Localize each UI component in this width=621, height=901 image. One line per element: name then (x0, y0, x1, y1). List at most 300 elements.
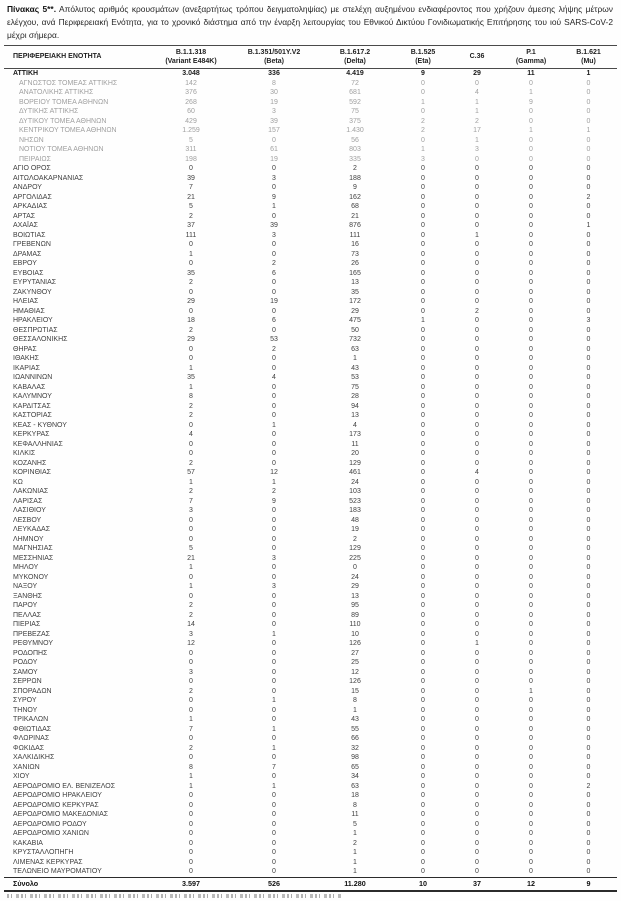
region-name-cell: ΗΜΑΘΙΑΣ (13, 307, 45, 315)
value-cell: 0 (586, 165, 591, 173)
value-cell: 75 (351, 383, 359, 391)
region-name-cell: ΕΥΒΟΙΑΣ (13, 269, 44, 277)
value-cell: 1 (586, 127, 591, 135)
value-cell: 0 (529, 250, 533, 258)
value-cell: 27 (351, 649, 359, 657)
table-row (4, 297, 617, 307)
value-cell: 0 (272, 735, 276, 743)
table-row (4, 630, 617, 640)
value-cell: 0 (529, 782, 533, 790)
value-cell: 0 (529, 412, 533, 420)
region-name-cell: ΜΑΓΝΗΣΙΑΣ (13, 545, 53, 553)
value-cell: 3.048 (182, 70, 200, 78)
table-row (4, 658, 617, 668)
table-row (4, 202, 617, 212)
value-cell: 0 (586, 716, 591, 724)
value-cell: 0 (189, 849, 193, 857)
value-cell: 0 (529, 526, 533, 534)
value-cell: 0 (529, 649, 533, 657)
total-value-cell: 3.597 (150, 877, 232, 891)
value-cell: 3 (189, 507, 193, 515)
value-cell: 0 (586, 459, 591, 467)
value-cell: 0 (586, 250, 591, 258)
value-cell: 0 (475, 269, 479, 277)
region-name-cell: ΒΟΙΩΤΙΑΣ (13, 231, 46, 239)
value-cell: 11 (351, 440, 359, 448)
value-cell: 0 (586, 336, 591, 344)
value-cell: 13 (351, 412, 359, 420)
table-row (4, 411, 617, 421)
table-row (4, 316, 617, 326)
value-cell: 0 (529, 716, 533, 724)
value-cell: 1 (272, 630, 276, 638)
table-row (4, 440, 617, 450)
total-value-cell: 11.280 (316, 877, 394, 891)
value-cell: 0 (475, 383, 479, 391)
value-cell: 2 (272, 260, 276, 268)
value-cell: 0 (475, 763, 479, 771)
value-cell: 0 (586, 231, 591, 239)
value-cell: 0 (475, 545, 479, 553)
value-cell: 0 (272, 450, 276, 458)
value-cell: 0 (586, 640, 591, 648)
value-cell: 0 (529, 488, 533, 496)
table-row (4, 611, 617, 621)
value-cell: 0 (475, 716, 479, 724)
total-value-cell: 526 (232, 877, 316, 891)
value-cell: 0 (189, 260, 193, 268)
table-row (4, 791, 617, 801)
region-name-cell: ΗΛΕΙΑΣ (13, 298, 39, 306)
value-cell: 0 (421, 326, 425, 334)
value-cell: 0 (529, 136, 533, 144)
value-cell: 35 (187, 374, 195, 382)
value-cell: 0 (586, 659, 591, 667)
value-cell: 0 (586, 469, 591, 477)
value-cell: 0 (421, 345, 425, 353)
value-cell: 0 (272, 640, 276, 648)
value-cell: 0 (421, 478, 425, 486)
table-row (4, 79, 617, 89)
value-cell: 0 (421, 165, 425, 173)
value-cell: 0 (586, 621, 591, 629)
table-row (4, 563, 617, 573)
value-cell: 0 (475, 649, 479, 657)
value-cell: 4 (272, 374, 276, 382)
value-cell: 2 (475, 117, 479, 125)
value-cell: 0 (475, 554, 479, 562)
value-cell: 0 (421, 640, 425, 648)
table-row (4, 193, 617, 203)
value-cell: 0 (586, 649, 591, 657)
value-cell: 0 (189, 706, 193, 714)
region-name-cell: ΔΥΤΙΚΟΥ ΤΟΜΕΑ ΑΘΗΝΩΝ (19, 117, 107, 125)
value-cell: 0 (586, 497, 591, 505)
value-cell: 0 (272, 754, 276, 762)
value-cell: 21 (351, 212, 359, 220)
value-cell: 0 (353, 564, 357, 572)
value-cell: 0 (475, 250, 479, 258)
value-cell: 0 (586, 668, 591, 676)
value-cell: 0 (189, 649, 193, 657)
value-cell: 2 (586, 193, 591, 201)
value-cell: 1 (475, 98, 479, 106)
region-name-cell: ΡΟΔΟΥ (13, 659, 38, 667)
table-row (4, 155, 617, 165)
value-cell: 732 (349, 336, 361, 344)
region-name-cell: ΒΟΡΕΙΟΥ ΤΟΜΕΑ ΑΘΗΝΩΝ (19, 98, 109, 106)
value-cell: 0 (421, 611, 425, 619)
value-cell: 0 (475, 212, 479, 220)
value-cell: 0 (586, 298, 591, 306)
value-cell: 0 (272, 811, 276, 819)
region-name-cell: ΑΡΓΟΛΙΔΑΣ (13, 193, 52, 201)
value-cell: 0 (189, 165, 193, 173)
value-cell: 3 (272, 554, 276, 562)
value-cell: 0 (475, 839, 479, 847)
total-value-cell: 37 (452, 877, 502, 891)
table-row (4, 269, 617, 279)
value-cell: 0 (529, 830, 533, 838)
value-cell: 0 (529, 222, 533, 230)
value-cell: 0 (421, 250, 425, 258)
value-cell: 1 (529, 687, 533, 695)
value-cell: 0 (475, 450, 479, 458)
value-cell: 0 (421, 193, 425, 201)
value-cell: 0 (421, 89, 425, 97)
value-cell: 2 (353, 535, 357, 543)
value-cell: 0 (475, 336, 479, 344)
value-cell: 0 (529, 364, 533, 372)
value-cell: 0 (421, 412, 425, 420)
value-cell: 0 (475, 279, 479, 287)
value-cell: 198 (185, 155, 197, 163)
value-cell: 0 (475, 573, 479, 581)
table-row (4, 525, 617, 535)
column-header-b11318: B.1.1.318 (Variant E484K) (150, 45, 232, 68)
value-cell: 1 (529, 89, 533, 97)
value-cell: 5 (353, 820, 357, 828)
value-cell: 5 (189, 136, 193, 144)
table-row (4, 810, 617, 820)
region-name-cell: ΣΕΡΡΩΝ (13, 678, 42, 686)
region-name-cell: ΑΕΡΟΔΡΟΜΙΟ ΡΟΔΟΥ (13, 820, 87, 828)
value-cell: 98 (351, 754, 359, 762)
value-cell: 89 (351, 611, 359, 619)
table-row (4, 354, 617, 364)
region-name-cell: ΛΗΜΝΟΥ (13, 535, 44, 543)
value-cell: 29 (473, 70, 481, 78)
value-cell: 1 (189, 564, 193, 572)
table-row (4, 430, 617, 440)
region-name-cell: ΦΛΩΡΙΝΑΣ (13, 735, 50, 743)
value-cell: 0 (586, 117, 591, 125)
table-row (4, 392, 617, 402)
value-cell: 1 (586, 222, 591, 230)
value-cell: 0 (529, 507, 533, 515)
value-cell: 0 (421, 792, 425, 800)
region-name-cell: ΕΥΡΥΤΑΝΙΑΣ (13, 279, 57, 287)
value-cell: 0 (421, 421, 425, 429)
value-cell: 12 (187, 640, 195, 648)
value-cell: 72 (351, 79, 359, 87)
value-cell: 1 (272, 697, 276, 705)
value-cell: 3 (586, 317, 591, 325)
value-cell: 0 (529, 706, 533, 714)
value-cell: 9 (353, 184, 357, 192)
value-cell: 0 (586, 611, 591, 619)
region-name-cell: ΚΡΥΣΤΑΛΛΟΠΗΓΗ (13, 849, 74, 857)
table-row (4, 288, 617, 298)
value-cell: 0 (475, 364, 479, 372)
value-cell: 65 (351, 763, 359, 771)
table-row (4, 335, 617, 345)
value-cell: 0 (586, 830, 591, 838)
region-name-cell: ΚΟΡΙΝΘΙΑΣ (13, 469, 51, 477)
value-cell: 0 (475, 602, 479, 610)
region-name-cell: ΑΕΡΟΔΡΟΜΙΟ ΚΕΡΚΥΡΑΣ (13, 801, 99, 809)
value-cell: 0 (529, 516, 533, 524)
value-cell: 0 (529, 307, 533, 315)
value-cell: 0 (272, 364, 276, 372)
value-cell: 0 (586, 269, 591, 277)
value-cell: 0 (475, 193, 479, 201)
value-cell: 1 (475, 231, 479, 239)
table-row (4, 126, 617, 136)
value-cell: 0 (189, 868, 193, 876)
table-row (4, 402, 617, 412)
value-cell: 1 (475, 108, 479, 116)
table-row (4, 487, 617, 497)
table-row (4, 174, 617, 184)
table-row (4, 364, 617, 374)
value-cell: 2 (189, 326, 193, 334)
value-cell: 0 (586, 735, 591, 743)
table-row (4, 383, 617, 393)
value-cell: 0 (529, 117, 533, 125)
region-name-cell: ΜΗΛΟΥ (13, 564, 39, 572)
value-cell: 0 (586, 554, 591, 562)
value-cell: 9 (421, 70, 425, 78)
value-cell: 0 (421, 630, 425, 638)
region-name-cell: ΦΩΚΙΔΑΣ (13, 744, 45, 752)
value-cell: 0 (529, 231, 533, 239)
total-value-cell: 10 (394, 877, 452, 891)
value-cell: 1 (475, 136, 479, 144)
value-cell: 0 (475, 326, 479, 334)
value-cell: 29 (351, 583, 359, 591)
value-cell: 1 (529, 127, 533, 135)
value-cell: 0 (189, 697, 193, 705)
table-row (4, 820, 617, 830)
value-cell: 0 (529, 583, 533, 591)
table-row (4, 345, 617, 355)
value-cell: 39 (187, 174, 195, 182)
table-row (4, 478, 617, 488)
value-cell: 0 (421, 678, 425, 686)
total-row (4, 877, 617, 891)
value-cell: 1 (353, 706, 357, 714)
value-cell: 0 (586, 212, 591, 220)
value-cell: 0 (586, 858, 591, 866)
table-row (4, 117, 617, 127)
value-cell: 13 (351, 592, 359, 600)
table-row (4, 715, 617, 725)
table-row (4, 421, 617, 431)
value-cell: 0 (475, 773, 479, 781)
region-name-cell: ΙΚΑΡΙΑΣ (13, 364, 40, 372)
value-cell: 0 (529, 478, 533, 486)
table-row (4, 649, 617, 659)
value-cell: 66 (351, 735, 359, 743)
value-cell: 0 (529, 155, 533, 163)
value-cell: 0 (586, 108, 591, 116)
value-cell: 1.430 (346, 127, 364, 135)
value-cell: 2 (189, 279, 193, 287)
table-row (4, 449, 617, 459)
value-cell: 6 (272, 269, 276, 277)
value-cell: 0 (529, 811, 533, 819)
region-name-cell: ΚΟΖΑΝΗΣ (13, 459, 47, 467)
value-cell: 57 (187, 469, 195, 477)
value-cell: 0 (475, 488, 479, 496)
value-cell: 0 (586, 516, 591, 524)
value-cell: 0 (189, 440, 193, 448)
value-cell: 0 (475, 678, 479, 686)
value-cell: 0 (421, 355, 425, 363)
value-cell: 0 (189, 592, 193, 600)
value-cell: 311 (185, 146, 197, 154)
value-cell: 0 (421, 336, 425, 344)
value-cell: 2 (272, 488, 276, 496)
value-cell: 0 (272, 393, 276, 401)
value-cell: 0 (586, 849, 591, 857)
value-cell: 0 (475, 298, 479, 306)
value-cell: 3 (189, 630, 193, 638)
table-row (4, 535, 617, 545)
value-cell: 225 (349, 554, 361, 562)
value-cell: 0 (421, 450, 425, 458)
value-cell: 18 (351, 792, 359, 800)
value-cell: 0 (529, 640, 533, 648)
value-cell: 0 (475, 241, 479, 249)
value-cell: 0 (421, 374, 425, 382)
value-cell: 0 (272, 621, 276, 629)
value-cell: 0 (475, 735, 479, 743)
value-cell: 0 (529, 801, 533, 809)
value-cell: 165 (349, 269, 361, 277)
table-row (4, 725, 617, 735)
value-cell: 73 (351, 250, 359, 258)
value-cell: 0 (475, 782, 479, 790)
value-cell: 0 (421, 364, 425, 372)
table-row (4, 88, 617, 98)
value-cell: 53 (270, 336, 278, 344)
region-name-cell: ΚΑΚΑΒΙΑ (13, 839, 43, 847)
table-row (4, 753, 617, 763)
table-row (4, 107, 617, 117)
value-cell: 0 (189, 735, 193, 743)
value-cell: 0 (586, 450, 591, 458)
value-cell: 0 (421, 621, 425, 629)
value-cell: 0 (475, 402, 479, 410)
value-cell: 0 (586, 573, 591, 581)
value-cell: 0 (529, 611, 533, 619)
table-row (4, 278, 617, 288)
region-name-cell: ΖΑΚΥΝΘΟΥ (13, 288, 52, 296)
table-row (4, 734, 617, 744)
table-row (4, 183, 617, 193)
value-cell: 15 (351, 687, 359, 695)
table-row (4, 639, 617, 649)
region-name-cell: ΧΙΟΥ (13, 773, 30, 781)
value-cell: 21 (187, 193, 195, 201)
value-cell: 0 (272, 136, 276, 144)
value-cell: 19 (270, 298, 278, 306)
region-name-cell: ΙΩΑΝΝΙΝΩΝ (13, 374, 53, 382)
value-cell: 0 (189, 754, 193, 762)
value-cell: 8 (189, 763, 193, 771)
table-row (4, 582, 617, 592)
region-name-cell: ΦΘΙΩΤΙΔΑΣ (13, 725, 52, 733)
table-row (4, 136, 617, 146)
value-cell: 10 (351, 630, 359, 638)
table-footer (4, 877, 617, 891)
region-name-cell: ΚΑΒΑΛΑΣ (13, 383, 46, 391)
value-cell: 0 (272, 868, 276, 876)
value-cell: 0 (529, 754, 533, 762)
region-name-cell: ΛΕΥΚΑΔΑΣ (13, 526, 51, 534)
value-cell: 111 (185, 231, 197, 239)
value-cell: 0 (272, 279, 276, 287)
table-row (4, 687, 617, 697)
value-cell: 0 (529, 763, 533, 771)
region-name-cell: ΑΡΚΑΔΙΑΣ (13, 203, 48, 211)
table-row (4, 763, 617, 773)
value-cell: 0 (586, 364, 591, 372)
value-cell: 0 (529, 402, 533, 410)
value-cell: 0 (586, 98, 591, 106)
region-name-cell: ΘΗΡΑΣ (13, 345, 37, 353)
table-header (4, 45, 617, 68)
region-name-cell: ΙΘΑΚΗΣ (13, 355, 39, 363)
value-cell: 1 (272, 203, 276, 211)
value-cell: 0 (586, 412, 591, 420)
region-name-cell: ΚΑΣΤΟΡΙΑΣ (13, 412, 52, 420)
value-cell: 0 (421, 526, 425, 534)
value-cell: 0 (475, 725, 479, 733)
value-cell: 0 (586, 307, 591, 315)
value-cell: 7 (272, 763, 276, 771)
value-cell: 0 (475, 317, 479, 325)
value-cell: 0 (586, 754, 591, 762)
value-cell: 0 (529, 697, 533, 705)
value-cell: 5 (189, 203, 193, 211)
value-cell: 8 (353, 697, 357, 705)
value-cell: 0 (529, 545, 533, 553)
value-cell: 0 (529, 858, 533, 866)
value-cell: 0 (272, 355, 276, 363)
region-name-cell: ΛΑΚΩΝΙΑΣ (13, 488, 49, 496)
value-cell: 4 (475, 469, 479, 477)
value-cell: 0 (475, 630, 479, 638)
table-row (4, 772, 617, 782)
value-cell: 0 (529, 573, 533, 581)
value-cell: 0 (475, 811, 479, 819)
value-cell: 876 (349, 222, 361, 230)
value-cell: 2 (586, 782, 591, 790)
value-cell: 0 (421, 535, 425, 543)
